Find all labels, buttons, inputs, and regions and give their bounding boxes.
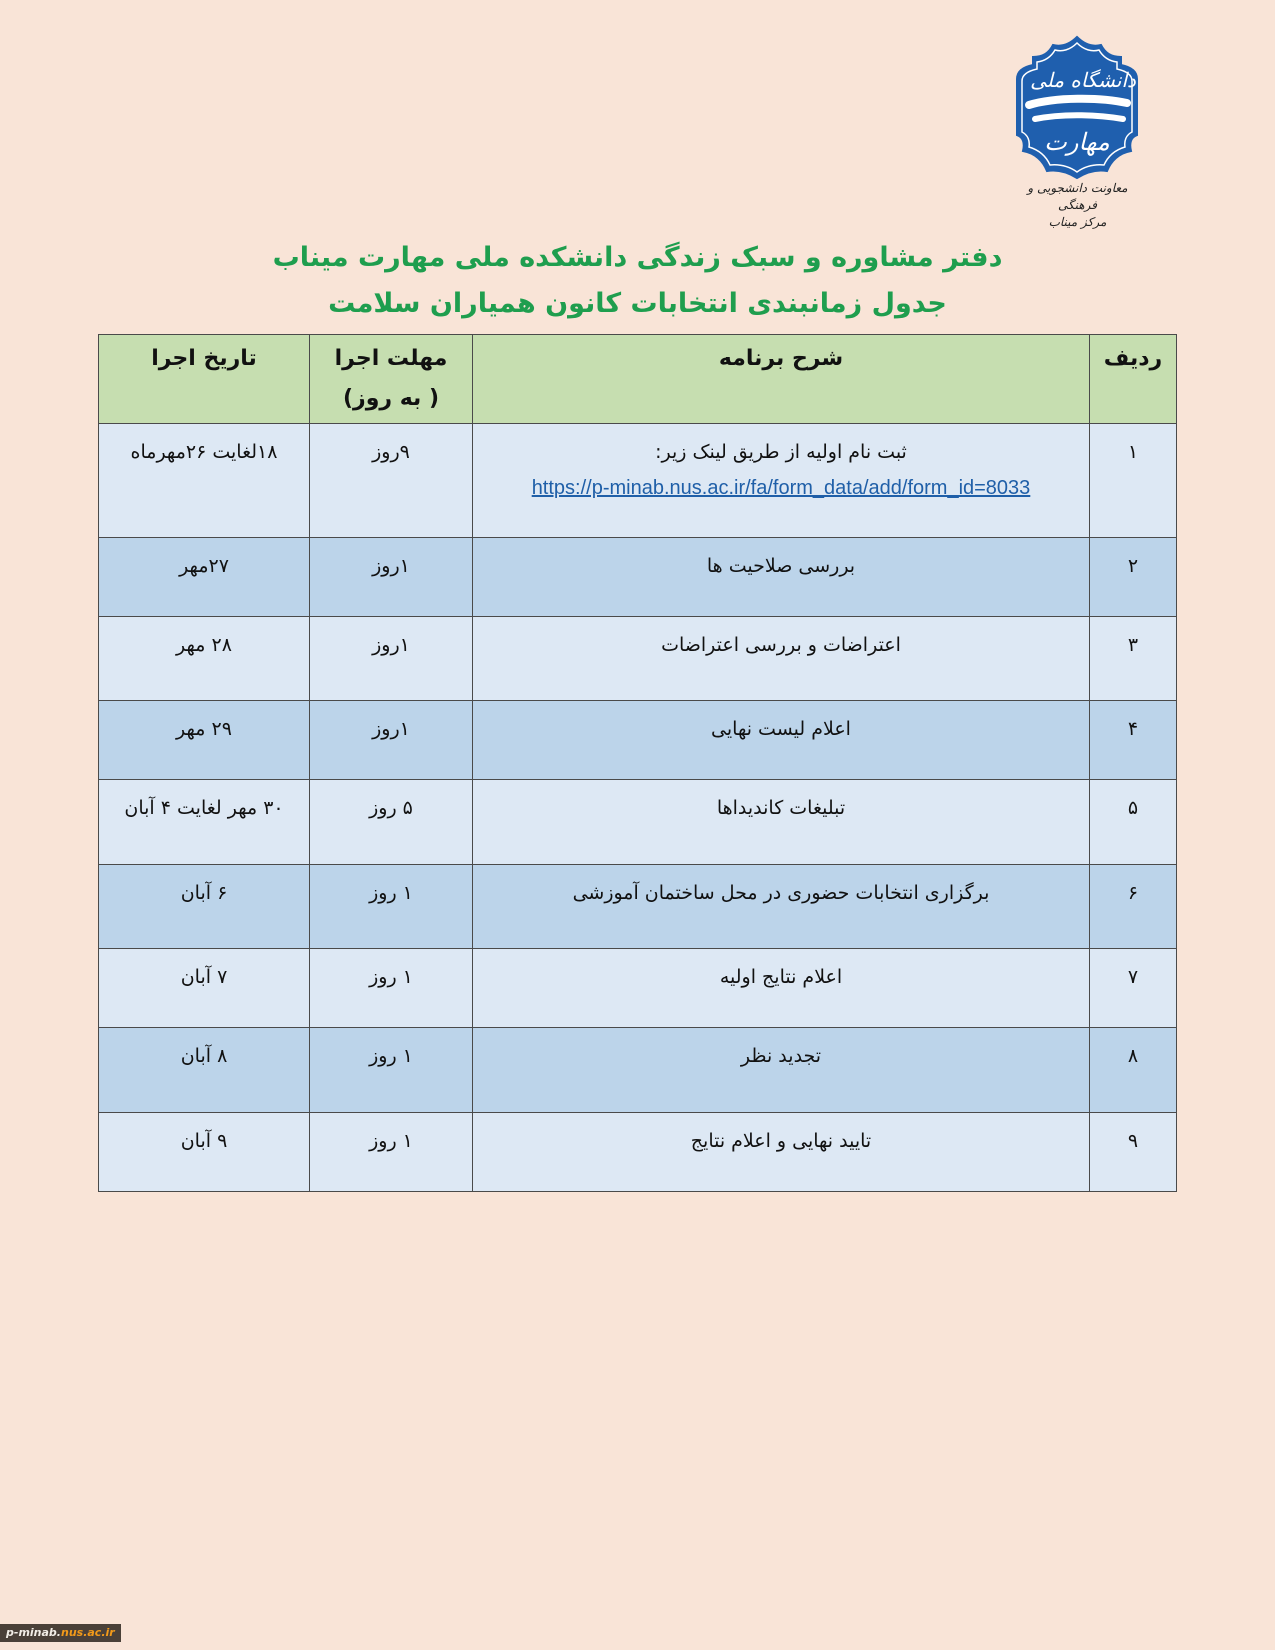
logo-caption-line2: مرکز میناب bbox=[1048, 215, 1107, 229]
emblem-text-top: دانشگاه ملی bbox=[1030, 68, 1136, 92]
table-row bbox=[99, 865, 1177, 949]
row-date: ۲۷مهر bbox=[99, 538, 310, 617]
row-description: تجدید نظر bbox=[473, 1028, 1090, 1113]
watermark-part2: nus.ac.ir bbox=[60, 1626, 115, 1639]
row-description bbox=[473, 424, 1090, 538]
logo-caption-line1: معاونت دانشجویی و فرهنگی bbox=[1027, 181, 1128, 212]
column-header-row-number: ردیف bbox=[1090, 335, 1177, 424]
row-description: برگزاری انتخابات حضوری در محل ساختمان آموزشی bbox=[473, 865, 1090, 949]
row-duration: ۱ روز bbox=[310, 1113, 473, 1192]
row-description: تایید نهایی و اعلام نتایج bbox=[473, 1113, 1090, 1192]
page-title-block bbox=[0, 236, 1275, 326]
emblem-text-bottom: مهارت bbox=[1044, 128, 1110, 156]
row-description: تبلیغات کاندیداها bbox=[473, 780, 1090, 865]
row-duration: ۱ روز bbox=[310, 1028, 473, 1113]
row-date: ۲۸ مهر bbox=[99, 617, 310, 701]
row-description-text: ثبت نام اولیه از طریق لینک زیر: bbox=[655, 441, 907, 463]
table-header-row bbox=[99, 335, 1177, 424]
row-duration: ۱ روز bbox=[310, 949, 473, 1028]
row-duration: ۱ روز bbox=[310, 865, 473, 949]
row-date: ۸ آبان bbox=[99, 1028, 310, 1113]
row-description: بررسی صلاحیت ها bbox=[473, 538, 1090, 617]
page-title: دفتر مشاوره و سبک زندگی دانشکده ملی مهارت میناب bbox=[272, 242, 1003, 273]
table-row bbox=[99, 1028, 1177, 1113]
row-duration: ۱روز bbox=[310, 617, 473, 701]
table-row bbox=[99, 538, 1177, 617]
row-date: ۳۰ مهر لغایت ۴ آبان bbox=[99, 780, 310, 865]
table-row bbox=[99, 949, 1177, 1028]
row-number: ۲ bbox=[1090, 538, 1177, 617]
row-date: ۱۸لغایت ۲۶مهرماه bbox=[99, 424, 310, 538]
row-date: ۶ آبان bbox=[99, 865, 310, 949]
watermark-part1: p-minab. bbox=[6, 1626, 61, 1639]
university-emblem-icon bbox=[1015, 35, 1140, 180]
row-number: ۸ bbox=[1090, 1028, 1177, 1113]
column-header-duration-line1: مهلت اجرا bbox=[334, 346, 448, 371]
row-description: اعلام نتایج اولیه bbox=[473, 949, 1090, 1028]
row-number: ۷ bbox=[1090, 949, 1177, 1028]
table-row bbox=[99, 701, 1177, 780]
row-duration: ۱روز bbox=[310, 701, 473, 780]
table-row bbox=[99, 617, 1177, 701]
row-number: ۹ bbox=[1090, 1113, 1177, 1192]
site-watermark bbox=[0, 1624, 121, 1642]
row-number: ۱ bbox=[1090, 424, 1177, 538]
row-description: اعلام لیست نهایی bbox=[473, 701, 1090, 780]
column-header-duration bbox=[310, 335, 473, 424]
registration-link[interactable]: https://p-minab.nus.ac.ir/fa/form_data/add/form_id=8033 bbox=[531, 477, 1031, 499]
row-number: ۴ bbox=[1090, 701, 1177, 780]
row-duration: ۵ روز bbox=[310, 780, 473, 865]
row-number: ۵ bbox=[1090, 780, 1177, 865]
logo-caption bbox=[1010, 180, 1145, 231]
row-date: ۲۹ مهر bbox=[99, 701, 310, 780]
university-logo bbox=[1010, 30, 1145, 235]
table-row bbox=[99, 780, 1177, 865]
row-number: ۳ bbox=[1090, 617, 1177, 701]
page-subtitle: جدول زمانبندی انتخابات کانون همیاران سلامت bbox=[328, 288, 947, 319]
column-header-description: شرح برنامه bbox=[473, 335, 1090, 424]
row-number: ۶ bbox=[1090, 865, 1177, 949]
column-header-date: تاریخ اجرا bbox=[99, 335, 310, 424]
row-description: اعتراضات و بررسی اعتراضات bbox=[473, 617, 1090, 701]
column-header-duration-line2: ( به روز) bbox=[342, 386, 440, 411]
table-row bbox=[99, 424, 1177, 538]
row-duration: ۹روز bbox=[310, 424, 473, 538]
election-schedule-table bbox=[98, 334, 1177, 1192]
row-date: ۷ آبان bbox=[99, 949, 310, 1028]
row-date: ۹ آبان bbox=[99, 1113, 310, 1192]
table-row bbox=[99, 1113, 1177, 1192]
row-duration: ۱روز bbox=[310, 538, 473, 617]
